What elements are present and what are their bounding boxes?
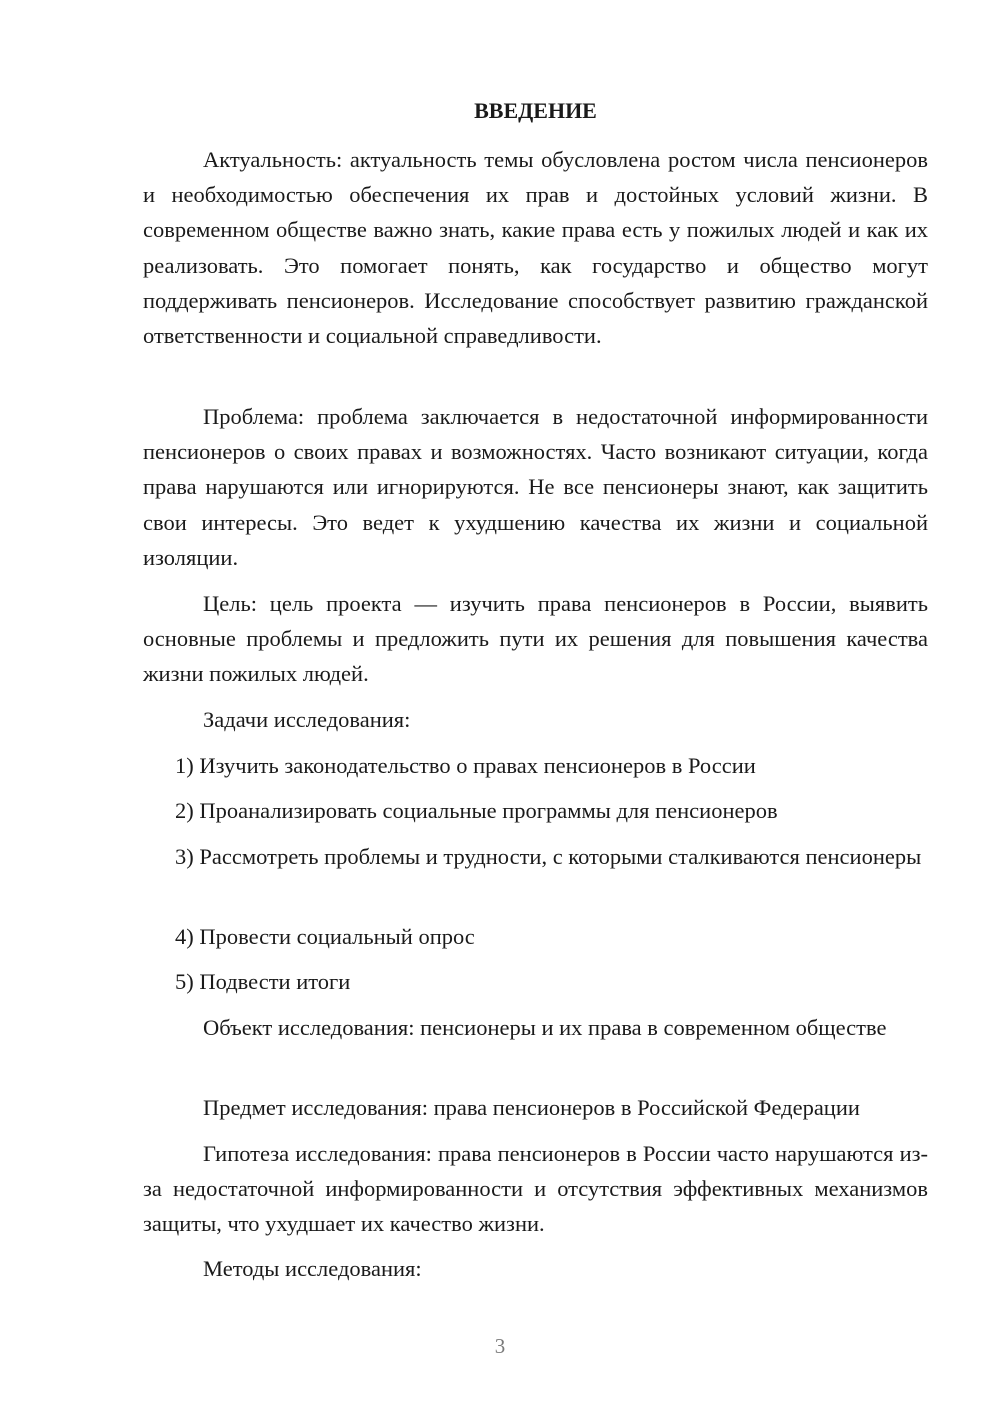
paragraph-problem: Проблема: проблема заключается в недостаточной информированности пенсионеров о своих правах и возможностях. Часто возникают ситуации, когда права нарушаются или игнорируются. Не все пенсионеры знают, как защитить свои интересы. Это ведет к ухудшению качества их жизни и социальной изоляции. bbox=[143, 404, 928, 570]
list-item-task-3: 3) Рассмотреть проблемы и трудности, с которыми сталкиваются пенсионеры bbox=[175, 844, 922, 869]
list-item-task-4: 4) Провести социальный опрос bbox=[175, 924, 475, 949]
paragraph-hypothesis: Гипотеза исследования: права пенсионеров в России часто нарушаются из-за недостаточной информированности и отсутствия эффективных механизмов защиты, что ухудшает их качество жизни. bbox=[143, 1141, 928, 1237]
paragraph-goal: Цель: цель проекта — изучить права пенсионеров в России, выявить основные проблемы и предложить пути их решения для повышения качества жизни пожилых людей. bbox=[143, 591, 928, 687]
paragraph-object: Объект исследования: пенсионеры и их права в современном обществе bbox=[203, 1015, 887, 1040]
list-item-task-1: 1) Изучить законодательство о правах пенсионеров в России bbox=[175, 753, 756, 778]
paragraph-tasks-heading: Задачи исследования: bbox=[203, 707, 411, 732]
paragraph-relevance: Актуальность: актуальность темы обусловлена ростом числа пенсионеров и необходимостью обеспечения их прав и достойных условий жизни. В современном обществе важно знать, какие права есть у пожилых людей и как их реализовать. Это помогает понять, как государство и общество могут поддерживать пенсионеров. Исследование способствует развитию гражданской ответственности и социальной справедливости. bbox=[143, 147, 928, 349]
paragraph-methods: Методы исследования: bbox=[203, 1256, 422, 1281]
page-title: ВВЕДЕНИЕ bbox=[474, 98, 597, 123]
list-item-task-2: 2) Проанализировать социальные программы для пенсионеров bbox=[175, 798, 778, 823]
list-item-task-5: 5) Подвести итоги bbox=[175, 969, 351, 994]
page-number: 3 bbox=[494, 1334, 506, 1358]
paragraph-subject: Предмет исследования: права пенсионеров в Российской Федерации bbox=[203, 1095, 860, 1120]
